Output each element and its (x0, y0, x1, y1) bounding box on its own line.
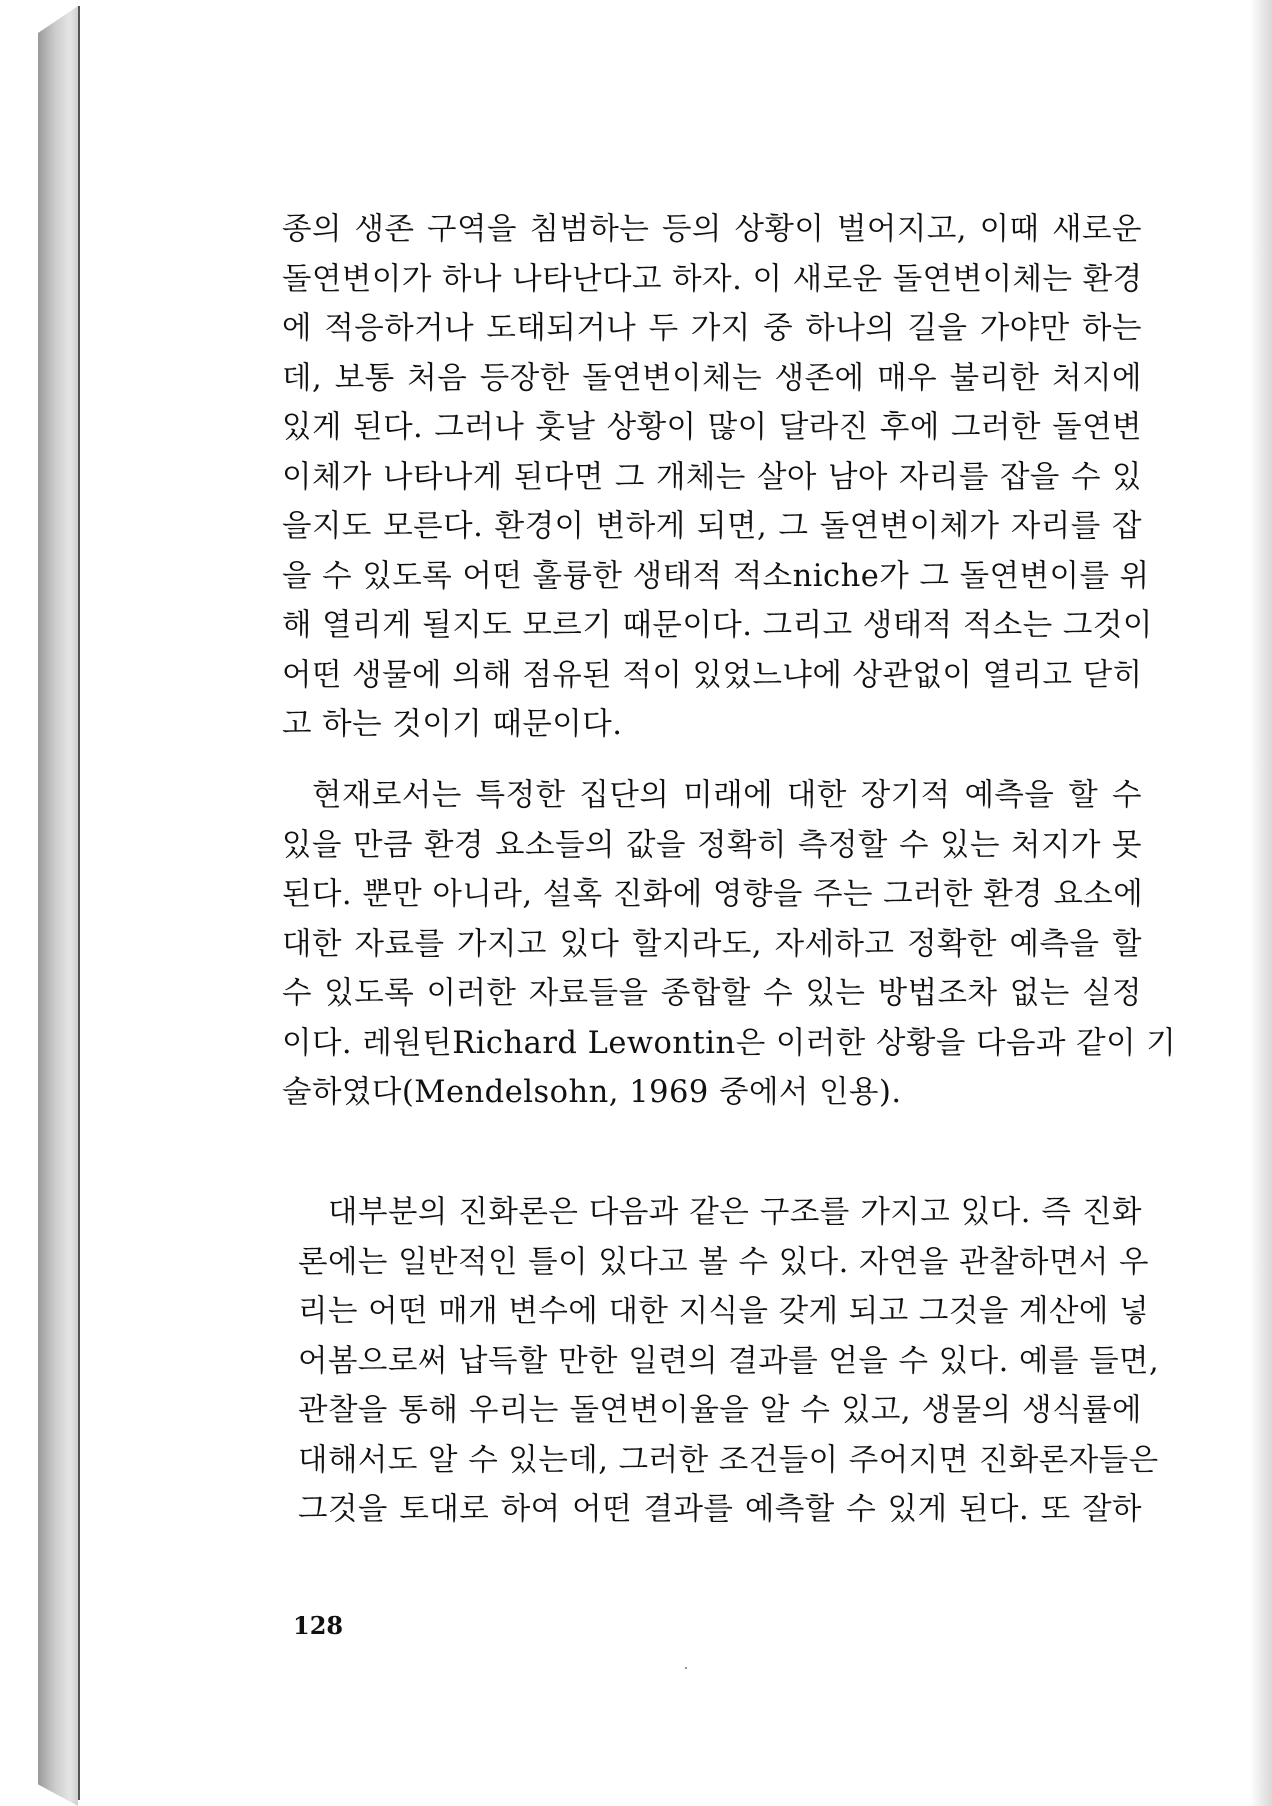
page-number: 128 (293, 1611, 344, 1640)
block-quote-lewontin (298, 1188, 1160, 1535)
text-line: 술하였다(Mendelsohn, 1969 중에서 인용). (282, 1075, 902, 1110)
text-line: 을지도 모른다. 환경이 변하게 되면, 그 돌연변이체가 자리를 잡 (282, 509, 1142, 544)
text-line: 어떤 생물에 의해 점유된 적이 있었느냐에 상관없이 열리고 닫히 (282, 657, 1143, 693)
page-right-edge (1250, 0, 1272, 1806)
text-line: 고 하는 것이기 때문이다. (282, 707, 623, 742)
text-line: 어봄으로써 납득할 만한 일련의 결과를 얻을 수 있다. 예를 들면, (298, 1343, 1160, 1379)
text-line: 관찰을 통해 우리는 돌연변이율을 알 수 있고, 생물의 생식률에 (298, 1393, 1142, 1428)
text-line: 돌연변이가 하나 나타난다고 하자. 이 새로운 돌연변이체는 환경 (282, 261, 1143, 297)
text-line: 에 적응하거나 도태되거나 두 가지 중 하나의 길을 가야만 하는 (282, 311, 1142, 346)
text-line: 이체가 나타나게 된다면 그 개체는 살아 남아 자리를 잡을 수 있 (282, 459, 1142, 495)
text-line: 을 수 있도록 어떤 훌륭한 생태적 적소niche가 그 돌연변이를 위 (282, 558, 1150, 594)
text-line: 데, 보통 처음 등장한 돌연변이체는 생존에 매우 불리한 처지에 (282, 360, 1142, 396)
print-speck (685, 1667, 687, 1669)
paragraph-continuation (282, 205, 1153, 750)
text-line: 대부분의 진화론은 다음과 같은 구조를 가지고 있다. 즉 진화 (328, 1195, 1142, 1230)
text-line: 리는 어떤 매개 변수에 대한 지식을 갖게 되고 그것을 계산에 넣 (298, 1294, 1150, 1329)
text-line: 있을 만큼 환경 요소들의 값을 정확히 측정할 수 있는 처지가 못 (282, 827, 1142, 863)
book-spine-edge (38, 6, 78, 1806)
text-line: 대해서도 알 수 있는데, 그러한 조건들이 주어지면 진화론자들은 (298, 1442, 1159, 1478)
text-line: 종의 생존 구역을 침범하는 등의 상황이 벌어지고, 이때 새로운 (282, 212, 1142, 247)
text-line: 대한 자료를 가지고 있다 할지라도, 자세하고 정확한 예측을 할 (282, 926, 1142, 962)
text-line: 그것을 토대로 하여 어떤 결과를 예측할 수 있게 된다. 또 잘하 (298, 1492, 1142, 1527)
text-line: 이다. 레원틴Richard Lewontin은 이러한 상황을 다음과 같이 기 (282, 1025, 1177, 1061)
text-line: 수 있도록 이러한 자료들을 종합할 수 있는 방법조차 없는 실정 (282, 976, 1142, 1011)
paragraph-current-limits (282, 771, 1177, 1118)
text-line: 된다. 뿐만 아니라, 설혹 진화에 영향을 주는 그러한 환경 요소에 (282, 877, 1144, 912)
text-line: 현재로서는 특정한 집단의 미래에 대한 장기적 예측을 할 수 (312, 778, 1142, 813)
text-line: 있게 된다. 그러나 훗날 상황이 많이 달라진 후에 그러한 돌연변 (282, 410, 1142, 445)
text-line: 해 열리게 될지도 모르기 때문이다. 그리고 생태적 적소는 그것이 (282, 608, 1153, 643)
text-line: 론에는 일반적인 틀이 있다고 볼 수 있다. 자연을 관찰하면서 우 (298, 1244, 1150, 1280)
